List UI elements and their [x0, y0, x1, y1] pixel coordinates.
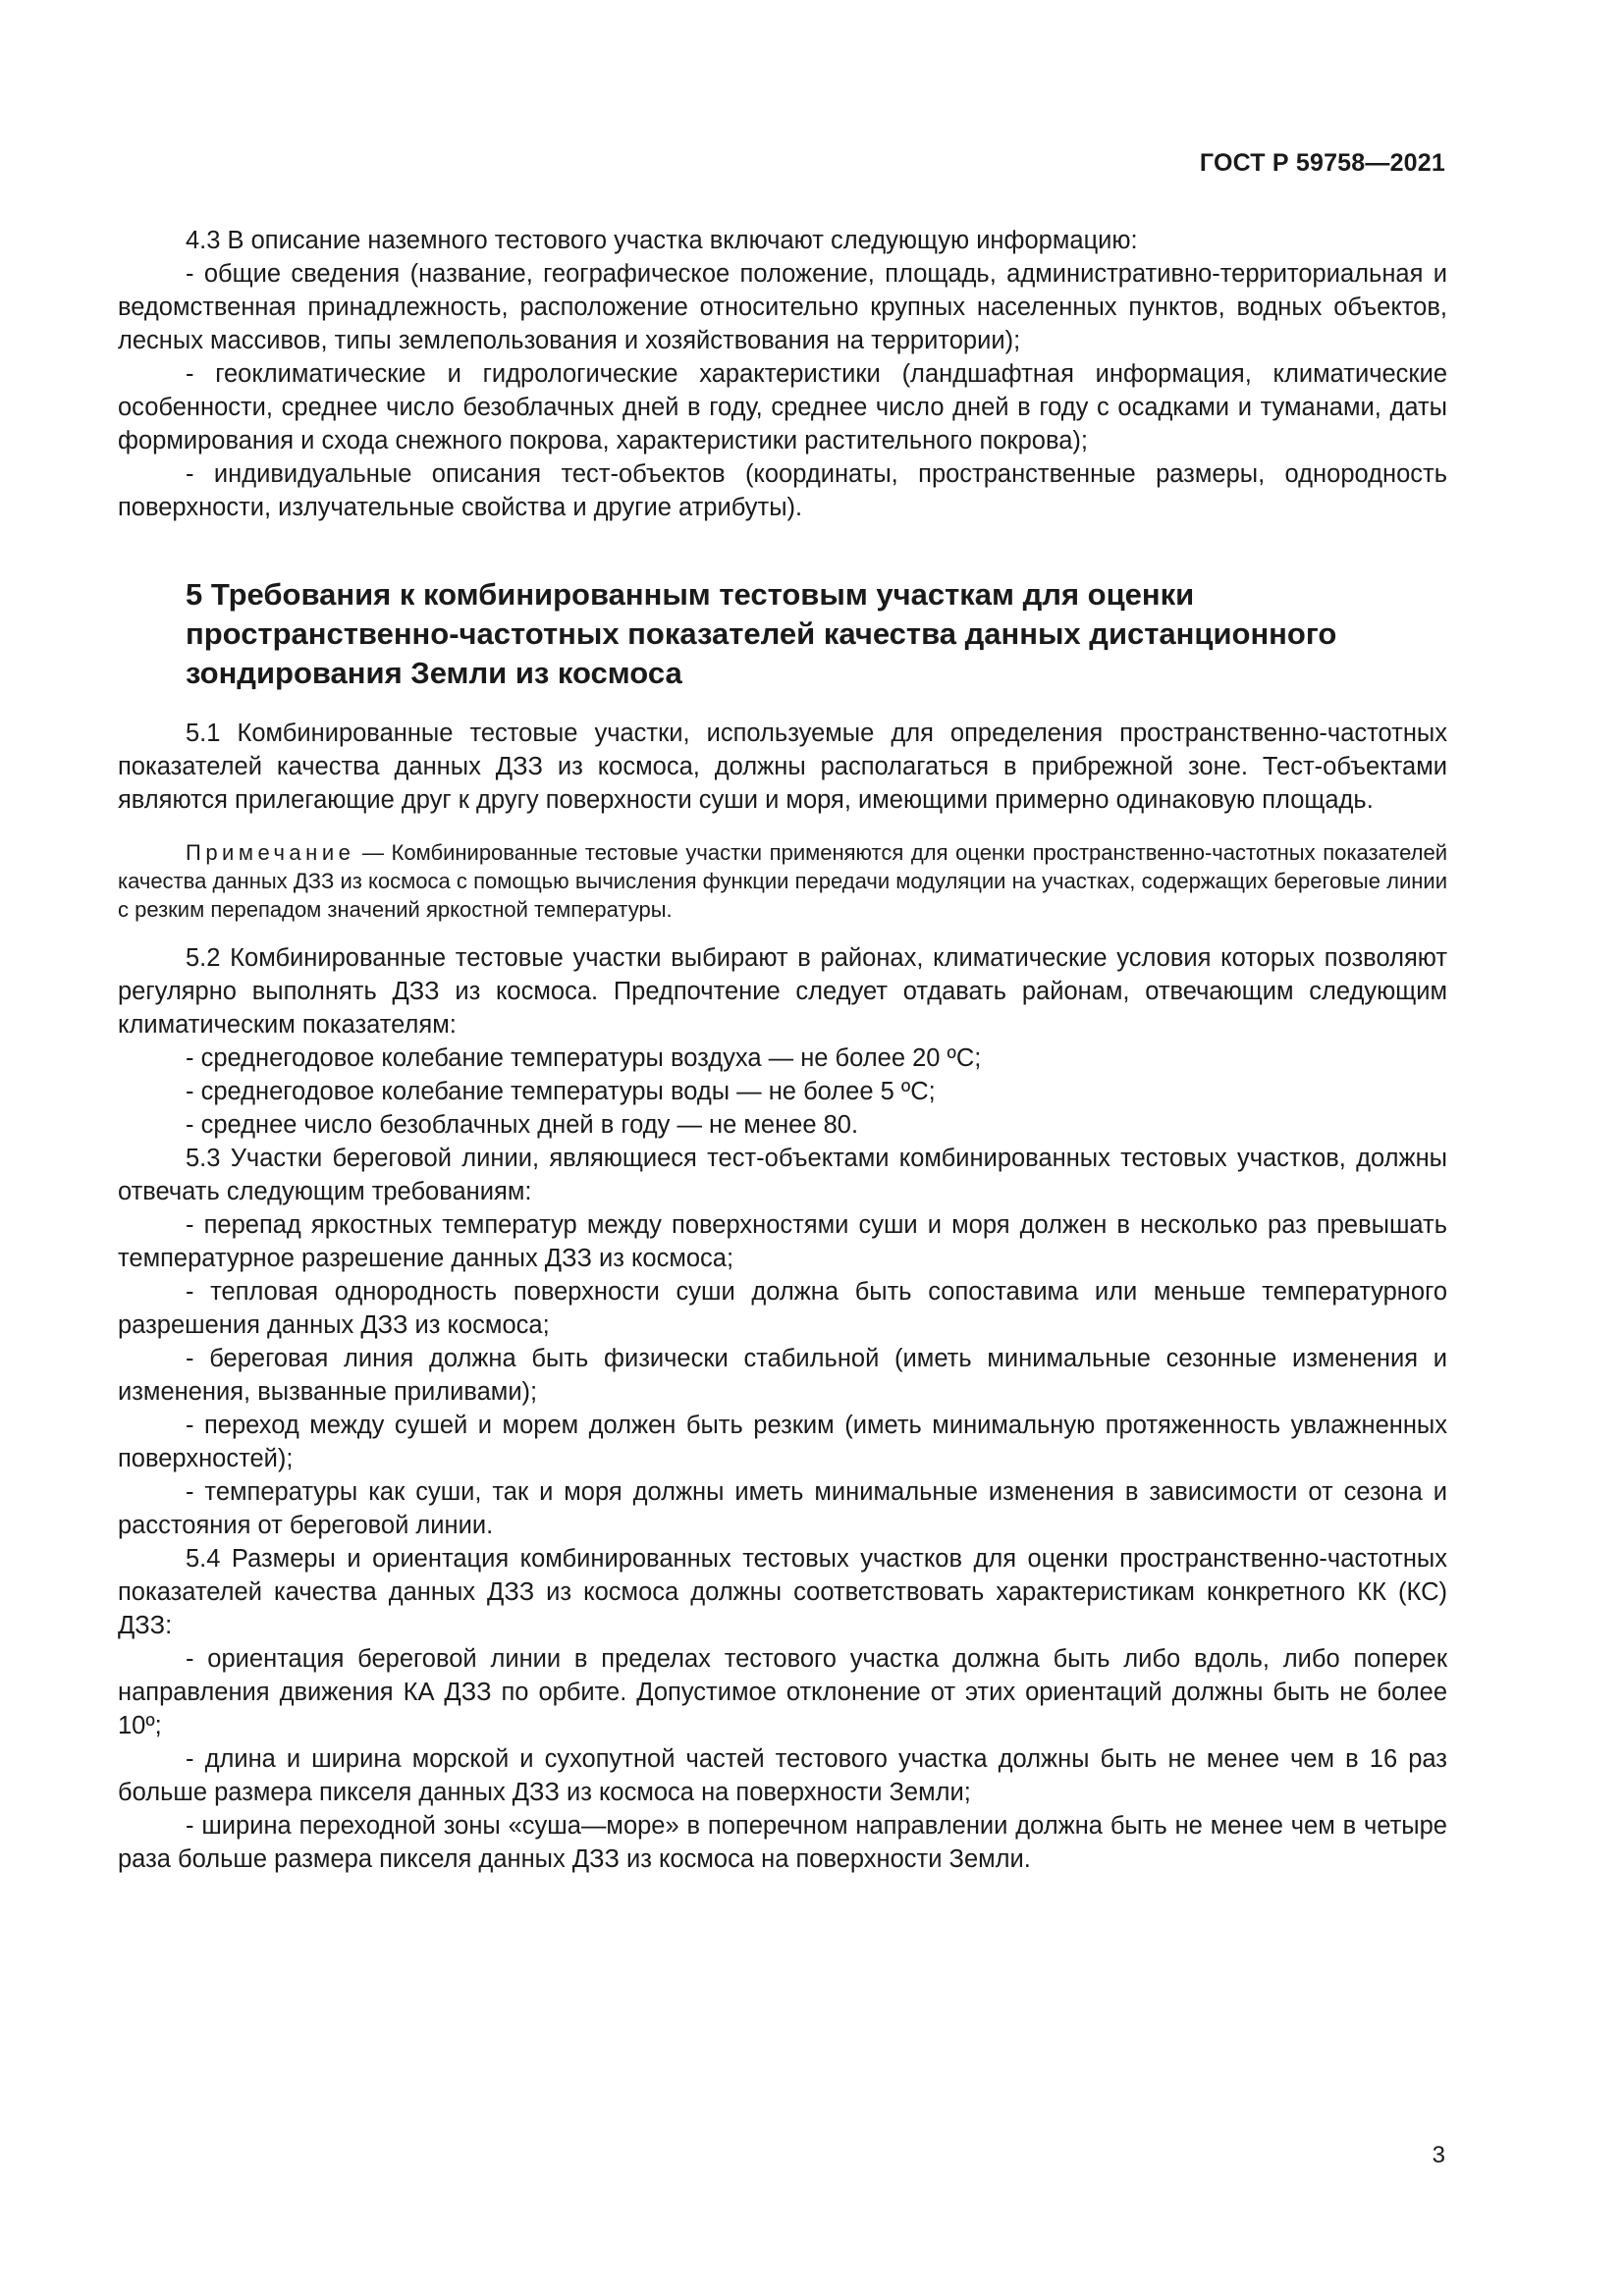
list-item-brightness-diff: - перепад яркостных температур между поверхностями суши и моря должен в несколько раз превышать температурное разрешение данных ДЗЗ из космоса; [118, 1211, 1447, 1272]
list-item-general-info: - общие сведения (название, географическое положение, площадь, административно-территориальная и ведомственная принадлежность, расположение относительно крупных населенных пунктов, водных объектов, лесных массивов, типы землепользования и хозяйствования на территории); [118, 260, 1447, 354]
paragraph-5-4: 5.4 Размеры и ориентация комбинированных тестовых участков для оценки пространственно-частотных показателей качества данных ДЗЗ из космоса должны соответствовать характеристикам конкретного КК (КС) ДЗЗ: [118, 1545, 1447, 1639]
list-item-geoclimatic: - геоклиматические и гидрологические характеристики (ландшафтная информация, климатические особенности, среднее число безоблачных дней в году, среднее число дней в году с осадками и туманами, даты формирования и схода снежного покрова, характеристики растительного покрова); [118, 360, 1447, 454]
page-number: 3 [1432, 2142, 1445, 2168]
document-code: ГОСТ Р 59758—2021 [1199, 149, 1445, 177]
list-item-thermal-uniformity: - тепловая однородность поверхности суши должна быть сопоставима или меньше температурного разрешения данных ДЗЗ из космоса; [118, 1278, 1447, 1339]
note-text: — Комбинированные тестовые участки применяются для оценки пространственно-частотных показателей качества данных ДЗЗ из космоса с помощью вычисления функции передачи модуляции на участках, содержащих береговые линии с резким перепадом значений яркостной температуры. [118, 840, 1447, 922]
list-item-orientation: - ориентация береговой линии в пределах тестового участка должна быть либо вдоль, либо поперек направления движения КА ДЗЗ по орбите. Допустимое отклонение от этих ориентаций должны быть не более 10º; [118, 1645, 1447, 1739]
paragraph-5-3: 5.3 Участки береговой линии, являющиеся тест-объектами комбинированных тестовых участков, должны отвечать следующим требованиям: [118, 1145, 1447, 1205]
paragraph-5-1: 5.1 Комбинированные тестовые участки, используемые для определения пространственно-частотных показателей качества данных ДЗЗ из космоса, должны располагаться в прибрежной зоне. Тест-объектами являются прилегающие друг к другу поверхности суши и моря, имеющими примерно одинаковую площадь. [118, 720, 1447, 814]
note [118, 838, 1447, 924]
paragraph-5-2: 5.2 Комбинированные тестовые участки выбирают в районах, климатические условия которых позволяют регулярно выполнять ДЗЗ из космоса. Предпочтение следует отдавать районам, отвечающим следующим климатическим показателям: [118, 944, 1447, 1039]
list-item-test-objects: - индивидуальные описания тест-объектов (координаты, пространственные размеры, однородность поверхности, излучательные свойства и другие атрибуты). [118, 460, 1447, 521]
list-item-size: - длина и ширина морской и сухопутной частей тестового участка должны быть не менее чем в 16 раз больше размера пикселя данных ДЗЗ из космоса на поверхности Земли; [118, 1745, 1447, 1806]
page-content [118, 224, 1447, 1876]
list-item-sharp-transition: - переход между сушей и морем должен быть резким (иметь минимальную протяженность увлажненных поверхностей); [118, 1412, 1447, 1472]
paragraph-4-3: 4.3 В описание наземного тестового участка включают следующую информацию: [186, 227, 1138, 254]
section-5-heading: 5 Требования к комбинированным тестовым участкам для оценки пространственно-частотных показателей качества данных дистанционного зондирования Земли из космоса [186, 577, 1337, 690]
list-item-air-temp: - среднегодовое колебание температуры воздуха — не более 20 ºС; [186, 1044, 982, 1072]
list-item-water-temp: - среднегодовое колебание температуры воды — не более 5 ºС; [186, 1078, 936, 1105]
note-label: Примечание [186, 840, 355, 865]
list-item-transition-width: - ширина переходной зоны «суша—море» в поперечном направлении должна быть не менее чем в четыре раза больше размера пикселя данных ДЗЗ из космоса на поверхности Земли. [118, 1812, 1447, 1873]
list-item-temperature-changes: - температуры как суши, так и моря должны иметь минимальные изменения в зависимости от сезона и расстояния от береговой линии. [118, 1478, 1447, 1539]
list-item-coastline-stable: - береговая линия должна быть физически стабильной (иметь минимальные сезонные изменения и изменения, вызванные приливами); [118, 1345, 1447, 1406]
list-item-cloudless-days: - среднее число безоблачных дней в году — не менее 80. [186, 1111, 859, 1139]
